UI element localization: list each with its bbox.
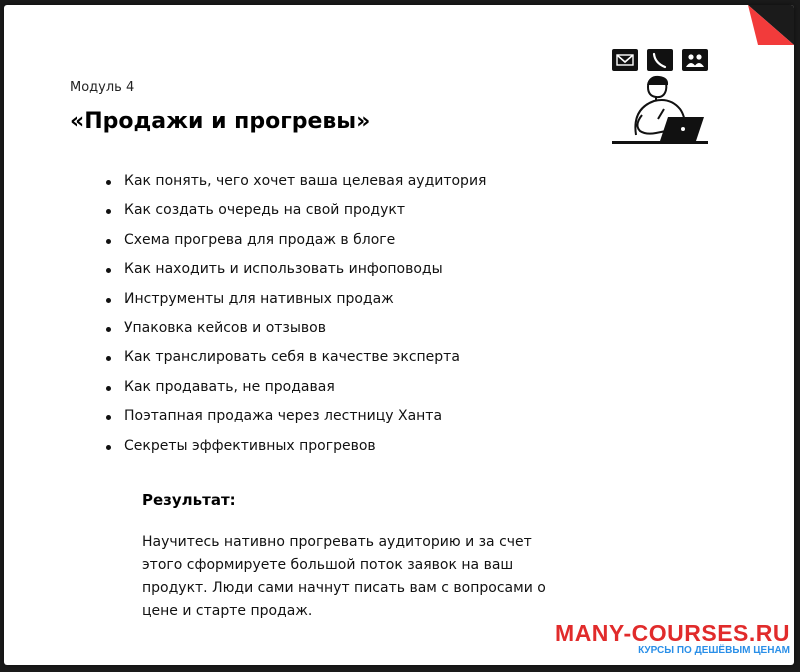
page-fold-corner [748, 5, 794, 45]
watermark-brand: MANY-COURSES.RU [555, 620, 790, 646]
list-item: Как продавать, не продавая [106, 373, 486, 402]
list-item: Упаковка кейсов и отзывов [106, 314, 486, 343]
module-label: Модуль 4 [70, 80, 135, 95]
list-item: Секреты эффективных прогревов [106, 432, 486, 461]
list-item: Схема прогрева для продаж в блоге [106, 226, 486, 255]
watermark-tagline: КУРСЫ ПО ДЕШЁВЫМ ЦЕНАМ [638, 645, 790, 656]
module-title: «Продажи и прогревы» [70, 109, 371, 134]
result-description: Научитесь нативно прогревать аудиторию и за счет этого сформируете большой поток заявок на ваш продукт. Люди сами начнут писать вам с вопросами о цене и старте продаж. [142, 534, 546, 619]
list-item: Как понять, чего хочет ваша целевая аудитория [106, 167, 486, 196]
watermark [555, 621, 790, 656]
list-item: Как создать очередь на свой продукт [106, 196, 486, 225]
result-heading: Результат: [142, 491, 236, 509]
laptop-icon [612, 117, 708, 144]
phone-icon [647, 49, 673, 71]
users-icon [682, 49, 708, 71]
list-item: Как транслировать себя в качестве эксперта [106, 343, 486, 372]
list-item: Как находить и использовать инфоповоды [106, 255, 486, 284]
list-item: Поэтапная продажа через лестницу Ханта [106, 402, 486, 431]
topics-list [106, 167, 486, 461]
module-card [4, 5, 794, 665]
person-at-laptop-illustration [608, 47, 712, 149]
email-icon [612, 49, 638, 71]
list-item: Инструменты для нативных продаж [106, 285, 486, 314]
